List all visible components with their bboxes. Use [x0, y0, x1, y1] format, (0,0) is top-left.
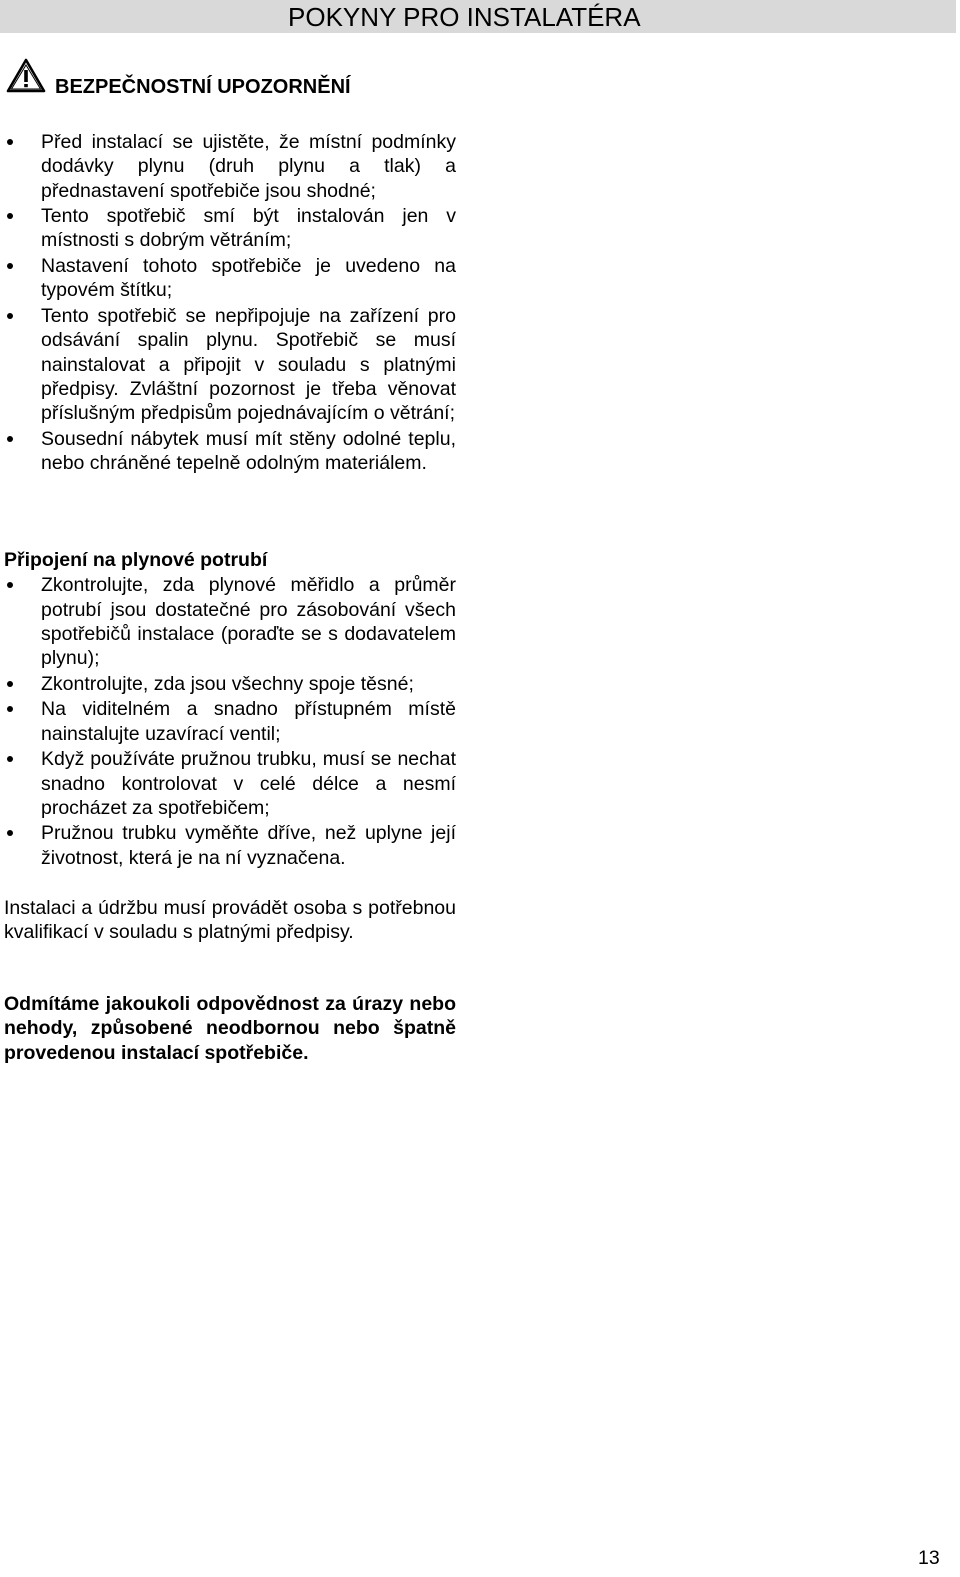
list-item: Zkontrolujte, zda jsou všechny spoje těsné;	[4, 672, 456, 696]
installation-note: Instalaci a údržbu musí provádět osoba s potřebnou kvalifikací v souladu s platnými předpisy.	[4, 897, 456, 944]
safety-heading	[6, 58, 466, 98]
page-header-bar	[0, 0, 956, 33]
gas-connection-section	[4, 548, 456, 871]
bullet-icon	[7, 830, 13, 836]
bullet-icon	[7, 213, 13, 219]
page-title: POKYNY PRO INSTALATÉRA	[288, 2, 641, 32]
bullet-icon	[7, 582, 13, 588]
gas-connection-heading: Připojení na plynové potrubí	[4, 549, 268, 571]
bullet-icon	[7, 436, 13, 442]
bullet-icon	[7, 756, 13, 762]
bullet-icon	[7, 681, 13, 687]
page-number: 13	[918, 1547, 940, 1569]
warning-triangle-icon	[6, 58, 46, 94]
liability-disclaimer: Odmítáme jakoukoli odpovědnost za úrazy nebo nehody, způsobené neodbornou nebo špatně provedenou instalací spotřebiče.	[4, 993, 456, 1064]
bullet-icon	[7, 313, 13, 319]
list-item: Zkontrolujte, zda plynové měřidlo a průměr potrubí jsou dostatečné pro zásobování všech spotřebičů instalace (poraďte se s dodavatelem plynu);	[4, 573, 456, 670]
list-item: Nastavení tohoto spotřebiče je uvedeno na typovém štítku;	[4, 254, 456, 303]
list-item: Sousední nábytek musí mít stěny odolné teplu, nebo chráněné tepelně odolným materiálem.	[4, 427, 456, 476]
list-item: Pružnou trubku vyměňte dříve, než uplyne její životnost, která je na ní vyznačena.	[4, 821, 456, 870]
safety-heading-label: BEZPEČNOSTNÍ UPOZORNĚNÍ	[55, 76, 351, 98]
bullet-icon	[7, 139, 13, 145]
bullet-icon	[7, 263, 13, 269]
list-item: Tento spotřebič smí být instalován jen v místnosti s dobrým větráním;	[4, 204, 456, 253]
list-item: Na viditelném a snadno přístupném místě nainstalujte uzavírací ventil;	[4, 697, 456, 746]
bullet-icon	[7, 706, 13, 712]
list-item: Tento spotřebič se nepřipojuje na zařízení pro odsávání spalin plynu. Spotřebič se musí nainstalovat a připojit v souladu s platnými předpisy. Zvláštní pozornost je třeba věnovat příslušným předpisům pojednávajícím o větrání;	[4, 304, 456, 425]
safety-list	[4, 130, 456, 477]
list-item: Když používáte pružnou trubku, musí se nechat snadno kontrolovat v celé délce a nesmí procházet za spotřebičem;	[4, 747, 456, 820]
list-item: Před instalací se ujistěte, že místní podmínky dodávky plynu (druh plynu a tlak) a přednastavení spotřebiče jsou shodné;	[4, 130, 456, 203]
